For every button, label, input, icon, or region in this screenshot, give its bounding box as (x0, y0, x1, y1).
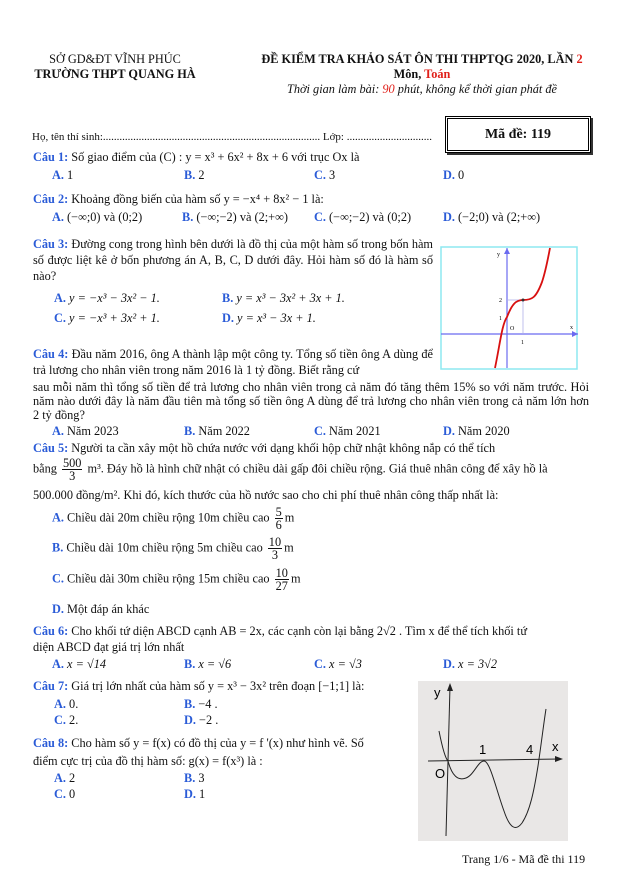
option-d[interactable]: D. 1 (184, 787, 206, 801)
question-text: Giá trị lớn nhất của hàm số y = x³ − 3x² trên đoạn [−1;1] là: (71, 679, 365, 693)
x-label: x (552, 739, 559, 754)
question-text: Cho hàm số y = f(x) có đồ thị của y = f '(x) như hình vẽ. Số (71, 736, 364, 750)
question-text: Số giao điểm của (C) : y = x³ + 6x² + 8x + 6 với trục Ox là (71, 150, 360, 164)
candidate-line (32, 131, 437, 143)
question-label: Câu 7: (33, 679, 69, 693)
option-b[interactable]: B. y = x³ − 3x² + 3x + 1. (222, 291, 345, 305)
question-6-line-2: diện ABCD đạt giá trị lớn nhất (33, 640, 185, 654)
option-a[interactable]: A. Chiều dài 20m chiều rộng 10m chiều cao $\frac{5}{6}$ m (52, 505, 295, 532)
question-text: Đường cong trong hình bên dưới là đồ thị của một hàm số trong bốn hàm số được liệt kê ở bốn phương án A, B, C, D dưới đây. Hỏi hàm số đó là hàm số nào? (33, 237, 433, 283)
option-b[interactable]: B. x = √6 (184, 657, 232, 671)
question-label: Câu 3: (33, 237, 69, 251)
question-text: Người ta cần xây một hồ chứa nước với dạng khối hộp chữ nhật không nắp có thể tích (71, 441, 496, 455)
question-8-options (0, 770, 400, 804)
exam-title (222, 52, 622, 67)
option-c[interactable]: C. 2. (54, 713, 79, 727)
exam-subject (222, 67, 622, 82)
origin-label: O (510, 326, 515, 332)
volume-fraction (62, 457, 82, 482)
option-d[interactable]: D. −2 . (184, 713, 219, 727)
question-8 (33, 735, 413, 751)
question-1 (33, 149, 593, 165)
question-7-options (0, 696, 400, 730)
question-2 (33, 191, 593, 207)
option-c[interactable]: C. y = −x³ + 3x² + 1. (54, 311, 160, 325)
option-b[interactable]: B. Năm 2022 (184, 424, 250, 438)
subject-label: Môn, (393, 67, 422, 81)
option-b[interactable]: B. Chiều dài 10m chiều rộng 5m chiều cao $\frac{10}{3}$ m (52, 535, 294, 562)
question-4-options (0, 423, 625, 439)
option-a[interactable]: A. Năm 2023 (52, 424, 119, 438)
question-4-continued: sau mỗi năm thì tổng số tiền để trả lương cho nhân viên trong cả năm đó tăng thêm 15% so với năm trước. Hỏi năm nào dưới đây là năm đầu tiên mà tổng số tiền ông A dùng để trả lương cho nhân viên trong cả năm lớn hơn 2 tỷ đồng? (33, 380, 589, 422)
option-b[interactable]: B. −4 . (184, 697, 218, 711)
question-label: Câu 6: (33, 624, 69, 638)
option-c[interactable]: C. 0 (54, 787, 76, 801)
option-c[interactable]: C. Năm 2021 (314, 424, 381, 438)
question-text: Khoảng đồng biến của hàm số y = −x⁴ + 8x² − 1 là: (71, 192, 324, 206)
exam-title-text: ĐỀ KIỂM TRA KHẢO SÁT ÔN THI THPTQG 2020, LẦN (261, 52, 574, 66)
graph-frame (441, 247, 577, 369)
cubic-graph-figure (438, 244, 580, 372)
option-a[interactable]: A. x = √14 (52, 657, 106, 671)
inflection-point (522, 299, 525, 302)
question-label: Câu 1: (33, 150, 69, 164)
derivative-graph-figure (418, 681, 568, 841)
question-2-options (0, 209, 625, 225)
option-a[interactable]: A. y = −x³ − 3x² − 1. (54, 291, 160, 305)
question-label: Câu 5: (33, 441, 69, 455)
question-3-options (0, 290, 436, 328)
question-label: Câu 4: (33, 347, 69, 361)
option-a[interactable]: A. 0. (54, 697, 79, 711)
y-label: y (434, 685, 441, 700)
school-header (20, 52, 210, 82)
option-c[interactable]: C. (−∞;−2) và (0;2) (314, 210, 412, 224)
exam-code-box: Mã đề: 119 (445, 116, 591, 153)
question-6-options (0, 656, 625, 672)
time-minutes: 90 (382, 82, 395, 96)
question-5-line-3: 500.000 đồng/m². Khi đó, kích thước của hồ nước sao cho chi phí thuê nhân công thấp nhất là: (33, 488, 499, 502)
option-d[interactable]: D. y = x³ − 3x + 1. (222, 311, 316, 325)
x-mark-4: 4 (526, 742, 534, 757)
school-name: TRƯỜNG THPT QUANG HÀ (34, 67, 196, 81)
time-prefix: Thời gian làm bài: (287, 82, 380, 96)
time-suffix: phút, không kể thời gian phát đề (397, 82, 557, 96)
exam-time (222, 82, 622, 97)
question-5-line-2 (33, 457, 603, 482)
question-5-options (52, 506, 412, 618)
question-4 (33, 346, 433, 378)
x-mark-1: 1 (479, 742, 487, 757)
option-c[interactable]: C. Chiều dài 30m chiều rộng 15m chiều cao $\frac{10}{27}$ m (52, 566, 301, 593)
x-tick-1: 1 (521, 340, 524, 346)
option-b[interactable]: B. 3 (184, 771, 205, 785)
name-field[interactable]: ............................................................................... (102, 131, 321, 143)
name-label: Họ, tên thí sinh: (32, 131, 103, 143)
exam-title-block (222, 52, 622, 97)
department-name: SỞ GD&ĐT VĨNH PHÚC (49, 52, 181, 66)
y-axis-arrow-icon (504, 248, 510, 254)
fraction-denominator: 3 (69, 469, 76, 483)
question-label: Câu 8: (33, 736, 69, 750)
y-label: y (497, 252, 500, 258)
y-tick-1: 1 (499, 316, 502, 322)
subject-value: Toán (424, 67, 451, 81)
option-d[interactable]: D. Một đáp án khác (52, 602, 150, 616)
option-c[interactable]: C. 3 (314, 168, 336, 182)
question-6 (33, 623, 593, 639)
cubic-curve (495, 248, 550, 368)
fraction-numerator: 500 (62, 456, 82, 470)
page-footer: Trang 1/6 - Mã đề thi 119 (462, 852, 586, 866)
option-d[interactable]: D. Năm 2020 (443, 424, 510, 438)
origin-label: O (435, 766, 446, 781)
option-d[interactable]: D. (−2;0) và (2;+∞) (443, 210, 541, 224)
question-7 (33, 678, 413, 694)
y-tick-2: 2 (499, 298, 502, 304)
option-b[interactable]: B. (−∞;−2) và (2;+∞) (182, 210, 288, 224)
question-5 (33, 440, 589, 456)
option-b[interactable]: B. 2 (184, 168, 205, 182)
question-8-line-2: điểm cực trị của đồ thị hàm số: g(x) = f(x³) là : (33, 754, 263, 768)
exam-round: 2 (576, 52, 583, 66)
option-a[interactable]: A. 2 (54, 771, 76, 785)
option-c[interactable]: C. x = √3 (314, 657, 362, 671)
option-d[interactable]: D. x = 3√2 (443, 657, 497, 671)
class-field[interactable]: ............................... (346, 131, 432, 143)
question-label: Câu 2: (33, 192, 69, 206)
question-3 (33, 236, 433, 284)
option-a[interactable]: A. (−∞;0) và (0;2) (52, 210, 143, 224)
text-after-fraction: m³. Đáy hồ là hình chữ nhật có chiều dài gấp đôi chiều rộng. Giá thuê nhân công để xây hồ là (87, 461, 548, 476)
class-label: Lớp: (322, 131, 344, 143)
question-text: Đầu năm 2016, ông A thành lập một công ty. Tổng số tiền ông A dùng để trả lương cho nhân viên trong năm 2016 là 1 tỷ đồng. Biết rằng cứ (33, 347, 433, 377)
text-before-fraction: bằng (33, 461, 57, 476)
question-1-options (0, 167, 625, 183)
option-a[interactable]: A. 1 (52, 168, 74, 182)
x-label: x (570, 325, 573, 331)
option-d[interactable]: D. 0 (443, 168, 465, 182)
question-text: Cho khối tứ diện ABCD cạnh AB = 2x, các cạnh còn lại bằng 2√2 . Tìm x để thể tích khối tứ (71, 624, 528, 638)
